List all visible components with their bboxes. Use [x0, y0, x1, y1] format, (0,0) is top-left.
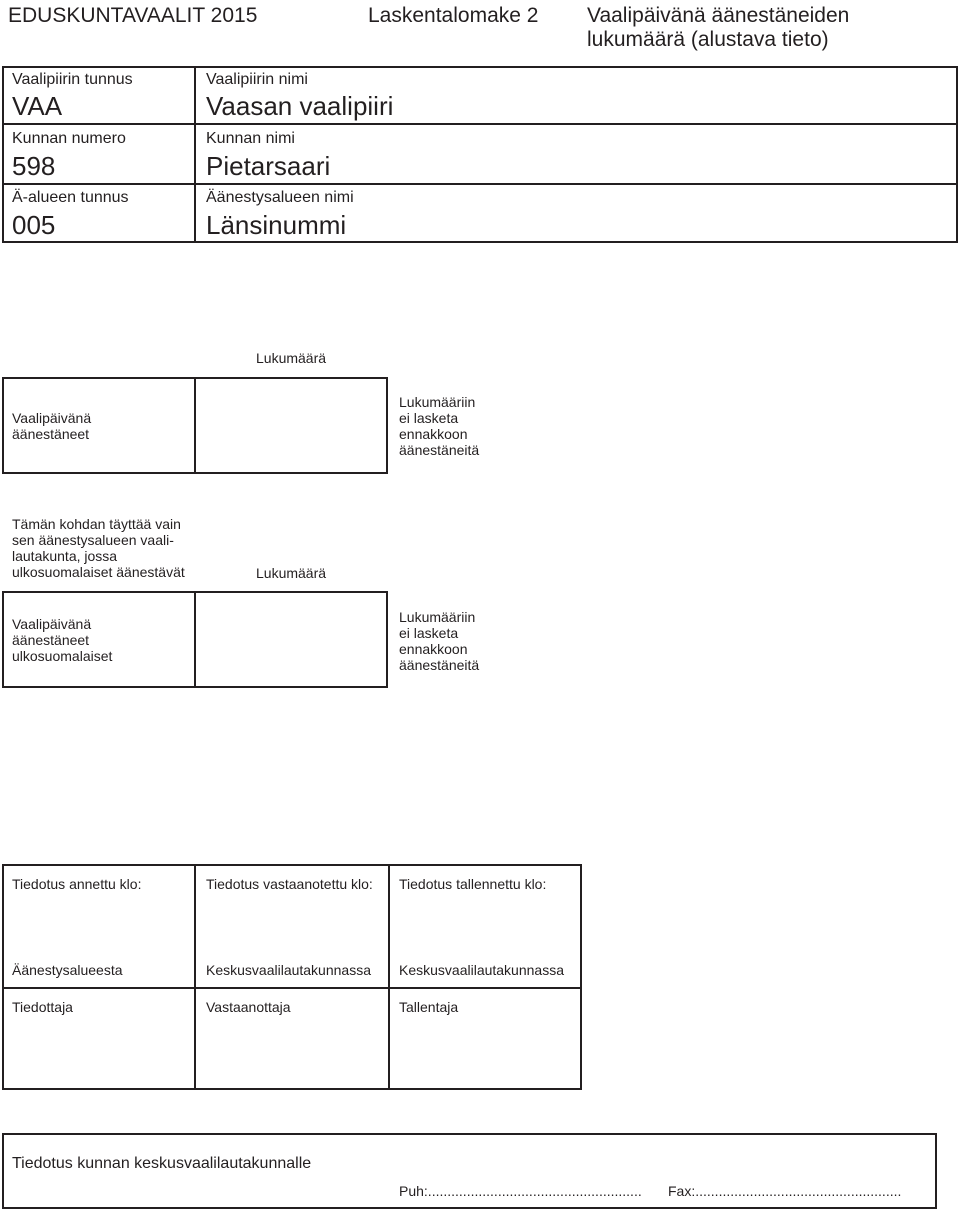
notification-col-divider — [388, 864, 390, 1090]
notification-row-divider — [2, 987, 582, 989]
municipality-name-value: Pietarsaari — [206, 151, 331, 181]
form-name: Laskentalomake 2 — [368, 4, 539, 27]
receiver-label: Vastaanottaja — [206, 999, 291, 1015]
municipality-notice-title: Tiedotus kunnan keskusvaalilautakunnalle — [12, 1155, 312, 1172]
district-code-value: VAA — [12, 91, 63, 121]
district-name-value: Vaasan vaalipiiri — [206, 91, 394, 121]
election-day-voters-count-field[interactable] — [206, 380, 384, 470]
saved-in-label: Keskusvaalilautakunnassa — [399, 962, 564, 978]
received-in-label: Keskusvaalilautakunnassa — [206, 962, 371, 978]
area-name-value: Länsinummi — [206, 210, 347, 240]
expat-instruction: Tämän kohdan täyttää vain sen äänestysalueen vaali- lautakunta, jossa ulkosuomalaiset äänestävät — [12, 516, 185, 580]
box-divider — [194, 591, 196, 688]
saver-label: Tallentaja — [399, 999, 459, 1015]
expat-voters-label: Vaalipäivänä äänestäneet ulkosuomalaiset — [12, 616, 113, 664]
id-table-row-divider — [2, 123, 958, 125]
area-code-value: 005 — [12, 210, 56, 240]
municipality-name-label: Kunnan nimi — [206, 130, 295, 147]
municipality-number-label: Kunnan numero — [12, 130, 126, 147]
id-table-row-divider — [2, 183, 958, 185]
id-table-divider — [194, 66, 196, 243]
municipality-number-value: 598 — [12, 151, 56, 181]
sent-at-label: Tiedotus annettu klo: — [12, 876, 142, 892]
area-code-label: Ä-alueen tunnus — [12, 189, 129, 206]
expat-voters-count-field[interactable] — [206, 594, 384, 684]
advance-votes-note-2: Lukumääriin ei lasketa ennakkoon äänestäneitä — [399, 609, 480, 673]
received-at-label: Tiedotus vastaanotettu klo: — [206, 876, 373, 892]
form-title-line1: Vaalipäivänä äänestäneiden — [587, 4, 850, 27]
district-code-label: Vaalipiirin tunnus — [12, 71, 133, 88]
district-name-label: Vaalipiirin nimi — [206, 71, 308, 88]
advance-votes-note: Lukumääriin ei lasketa ennakkoon äänestäneitä — [399, 394, 480, 458]
count-column-label-2: Lukumäärä — [256, 565, 327, 581]
area-name-label: Äänestysalueen nimi — [206, 189, 354, 206]
box-divider — [194, 377, 196, 474]
fax-field[interactable]: Fax:..................................................... — [668, 1183, 902, 1199]
election-title: EDUSKUNTAVAALIT 2015 — [8, 4, 258, 27]
election-day-voters-label: Vaalipäivänä äänestäneet — [12, 410, 92, 442]
identification-table — [2, 66, 958, 243]
received-at-field[interactable] — [196, 896, 386, 952]
form-title-line2: lukumäärä (alustava tieto) — [587, 28, 829, 51]
sender-label: Tiedottaja — [12, 999, 73, 1015]
from-label: Äänestysalueesta — [12, 962, 123, 978]
saved-at-label: Tiedotus tallennettu klo: — [399, 876, 547, 892]
phone-field[interactable]: Puh:....................................................... — [399, 1183, 642, 1199]
count-column-label: Lukumäärä — [256, 350, 327, 366]
